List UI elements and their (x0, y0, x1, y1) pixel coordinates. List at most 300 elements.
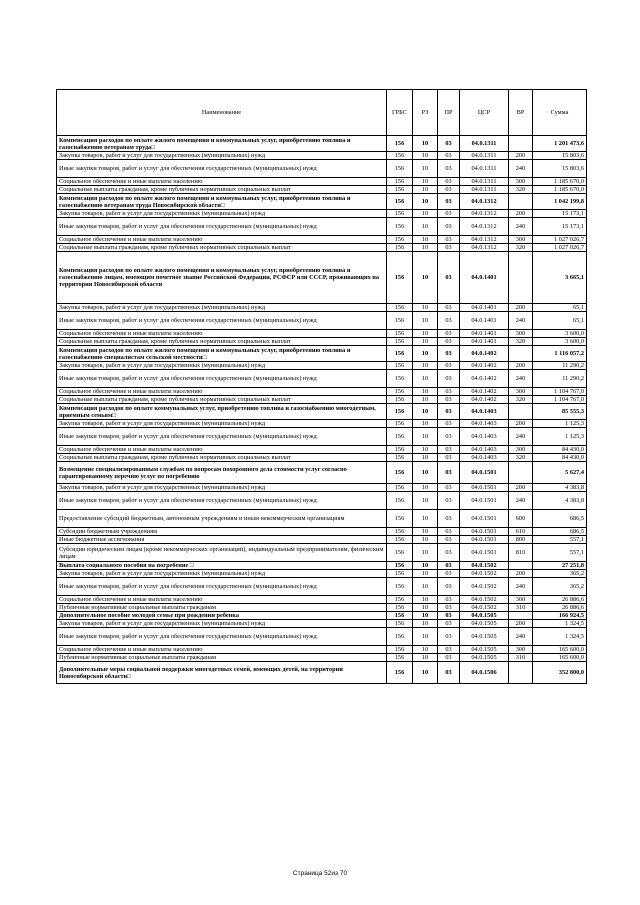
cell-grbs: 156 (387, 186, 413, 194)
cell-sum: 1 185 670,0 (533, 178, 587, 186)
cell-vr (509, 194, 533, 210)
cell-grbs: 156 (387, 528, 413, 536)
cell-sum: 65,1 (533, 304, 587, 312)
cell-pr: 03 (438, 312, 460, 330)
cell-vr: 200 (509, 620, 533, 628)
cell-sum: 15 803,6 (533, 160, 587, 178)
cell-grbs: 156 (387, 454, 413, 462)
cell-name: Компенсация расходов по оплате жилого помещения и коммунальных услуг, приобретению топлива и газоснабжению ветеранам труда Новосибирской области□ (57, 194, 387, 210)
cell-csr: 04.0.1312 (460, 236, 509, 244)
cell-csr: 04.0.1502 (460, 604, 509, 612)
cell-pr: 03 (438, 346, 460, 362)
cell-vr: 320 (509, 454, 533, 462)
table-row (57, 388, 587, 396)
cell-rz: 10 (413, 578, 438, 596)
cell-grbs: 156 (387, 244, 413, 252)
table-row (57, 304, 587, 312)
cell-grbs: 156 (387, 596, 413, 604)
cell-grbs: 156 (387, 362, 413, 370)
cell-name: Социальные выплаты гражданам, кроме публичных нормативных социальных выплат (57, 338, 387, 346)
cell-name: Иные закупки товаров, работ и услуг для обеспечения государственных (муниципальных) нужд (57, 578, 387, 596)
cell-pr: 03 (438, 510, 460, 528)
table-row (57, 346, 587, 362)
cell-csr: 04.0.1401 (460, 304, 509, 312)
cell-sum: 1 104 767,0 (533, 388, 587, 396)
cell-csr: 04.0.1312 (460, 218, 509, 236)
cell-pr: 03 (438, 178, 460, 186)
table-row (57, 578, 587, 596)
cell-pr: 03 (438, 396, 460, 404)
cell-sum: 365,2 (533, 578, 587, 596)
cell-pr: 03 (438, 160, 460, 178)
cell-rz: 10 (413, 370, 438, 388)
table-row (57, 570, 587, 578)
table-row (57, 646, 587, 654)
cell-pr: 03 (438, 420, 460, 428)
table-row (57, 536, 587, 544)
cell-rz: 10 (413, 396, 438, 404)
cell-rz: 10 (413, 186, 438, 194)
table-row (57, 362, 587, 370)
cell-grbs: 156 (387, 388, 413, 396)
cell-rz: 10 (413, 338, 438, 346)
cell-vr: 300 (509, 388, 533, 396)
cell-sum: 5 627,4 (533, 462, 587, 484)
cell-name: Иные закупки товаров, работ и услуг для обеспечения государственных (муниципальных) нужд (57, 218, 387, 236)
cell-csr: 04.0.1505 (460, 646, 509, 654)
cell-name: Закупка товаров, работ и услуг для государственных (муниципальных) нужд (57, 304, 387, 312)
cell-name: Закупка товаров, работ и услуг для государственных (муниципальных) нужд (57, 362, 387, 370)
cell-rz: 10 (413, 510, 438, 528)
cell-csr: 04.0.1311 (460, 136, 509, 152)
cell-csr: 04.0.1403 (460, 404, 509, 420)
cell-rz: 10 (413, 252, 438, 304)
cell-pr: 03 (438, 570, 460, 578)
cell-csr: 04.0.1312 (460, 194, 509, 210)
cell-csr: 04.0.1312 (460, 244, 509, 252)
cell-rz: 10 (413, 646, 438, 654)
cell-sum: 165 600,0 (533, 654, 587, 662)
cell-vr: 610 (509, 528, 533, 536)
cell-sum: 4 383,8 (533, 484, 587, 492)
cell-pr: 03 (438, 536, 460, 544)
cell-rz: 10 (413, 304, 438, 312)
table-row (57, 136, 587, 152)
cell-vr (509, 562, 533, 570)
cell-csr: 04.0.1502 (460, 578, 509, 596)
cell-grbs: 156 (387, 346, 413, 362)
cell-grbs: 156 (387, 462, 413, 484)
cell-grbs: 156 (387, 628, 413, 646)
cell-csr: 04.0.1311 (460, 178, 509, 186)
cell-vr: 200 (509, 484, 533, 492)
cell-sum: 4 383,8 (533, 492, 587, 510)
cell-name: Выплата социального пособия на погребение □ (57, 562, 387, 570)
cell-name: Компенсация расходов по оплате жилого помещения и коммунальных услуг, приобретению топлива и газоснабжению лицам, имеющим почетное звание Российской Федерации, РСФСР или СССР, проживающих на территории Новосибирской области (57, 252, 387, 304)
header-vr: ВР (509, 90, 533, 136)
cell-vr (509, 346, 533, 362)
header-grbs: ГРБС (387, 90, 413, 136)
cell-pr: 03 (438, 194, 460, 210)
cell-csr: 04.0.1501 (460, 484, 509, 492)
cell-grbs: 156 (387, 404, 413, 420)
cell-name: Субсидии юридическим лицам (кроме некоммерческих организаций), индивидуальным предпринимателям, физическим лицам (57, 544, 387, 562)
table-row (57, 446, 587, 454)
cell-pr: 03 (438, 236, 460, 244)
cell-grbs: 156 (387, 136, 413, 152)
cell-name: Социальные выплаты гражданам, кроме публичных нормативных социальных выплат (57, 396, 387, 404)
cell-name: Публичные нормативные социальные выплаты гражданам (57, 604, 387, 612)
header-name: Наименование (57, 90, 387, 136)
cell-rz: 10 (413, 244, 438, 252)
cell-vr: 320 (509, 186, 533, 194)
cell-name: Социальные выплаты гражданам, кроме публичных нормативных социальных выплат (57, 244, 387, 252)
cell-csr: 04.0.1505 (460, 628, 509, 646)
cell-pr: 03 (438, 210, 460, 218)
cell-grbs: 156 (387, 194, 413, 210)
cell-csr: 04.0.1312 (460, 210, 509, 218)
cell-grbs: 156 (387, 654, 413, 662)
table-row (57, 628, 587, 646)
cell-rz: 10 (413, 462, 438, 484)
cell-csr: 04.0.1403 (460, 420, 509, 428)
cell-sum: 1 027 026,7 (533, 244, 587, 252)
table-row (57, 210, 587, 218)
cell-name: Социальное обеспечение и иные выплаты населению (57, 388, 387, 396)
cell-name: Социальное обеспечение и иные выплаты населению (57, 596, 387, 604)
table-row (57, 596, 587, 604)
cell-grbs: 156 (387, 330, 413, 338)
cell-rz: 10 (413, 210, 438, 218)
cell-csr: 04.0.1311 (460, 152, 509, 160)
cell-sum: 3 600,0 (533, 338, 587, 346)
cell-grbs: 156 (387, 338, 413, 346)
cell-sum: 352 800,0 (533, 662, 587, 684)
table-row (57, 528, 587, 536)
cell-sum: 26 886,6 (533, 604, 587, 612)
cell-rz: 10 (413, 312, 438, 330)
cell-vr: 240 (509, 428, 533, 446)
cell-vr: 200 (509, 420, 533, 428)
cell-rz: 10 (413, 420, 438, 428)
cell-vr (509, 462, 533, 484)
cell-grbs: 156 (387, 152, 413, 160)
cell-vr (509, 136, 533, 152)
cell-name: Иные бюджетные ассигнования (57, 536, 387, 544)
cell-name: Дополнительные меры социальной поддержки многодетных семей, имеющих детей, на территории Новосибирской области□ (57, 662, 387, 684)
cell-sum: 27 251,8 (533, 562, 587, 570)
cell-sum: 85 555,3 (533, 404, 587, 420)
cell-pr: 03 (438, 484, 460, 492)
cell-csr: 04.0.1501 (460, 510, 509, 528)
cell-rz: 10 (413, 492, 438, 510)
cell-rz: 10 (413, 562, 438, 570)
cell-grbs: 156 (387, 160, 413, 178)
cell-grbs: 156 (387, 178, 413, 186)
cell-grbs: 156 (387, 492, 413, 510)
cell-sum: 557,1 (533, 544, 587, 562)
cell-rz: 10 (413, 178, 438, 186)
cell-sum: 1 116 057,2 (533, 346, 587, 362)
cell-sum: 166 924,5 (533, 612, 587, 620)
cell-sum: 3 600,0 (533, 330, 587, 338)
cell-rz: 10 (413, 612, 438, 620)
cell-rz: 10 (413, 620, 438, 628)
cell-rz: 10 (413, 654, 438, 662)
table-body (57, 136, 587, 684)
cell-name: Компенсация расходов по оплате жилого помещения и коммунальных услуг, приобретению топлива и газоснабжению ветеранам труда□ (57, 136, 387, 152)
cell-sum: 1 324,5 (533, 628, 587, 646)
header-csr: ЦСР (460, 90, 509, 136)
cell-csr: 04.0.1502 (460, 596, 509, 604)
cell-name: Иные закупки товаров, работ и услуг для обеспечения государственных (муниципальных) нужд (57, 492, 387, 510)
cell-sum: 15 173,1 (533, 218, 587, 236)
cell-rz: 10 (413, 536, 438, 544)
cell-grbs: 156 (387, 236, 413, 244)
cell-sum: 3 665,1 (533, 252, 587, 304)
cell-vr: 240 (509, 492, 533, 510)
cell-vr: 200 (509, 362, 533, 370)
table-row (57, 330, 587, 338)
cell-rz: 10 (413, 454, 438, 462)
cell-pr: 03 (438, 612, 460, 620)
cell-rz: 10 (413, 160, 438, 178)
cell-grbs: 156 (387, 210, 413, 218)
cell-vr: 300 (509, 330, 533, 338)
cell-pr: 03 (438, 628, 460, 646)
cell-name: Социальное обеспечение и иные выплаты населению (57, 646, 387, 654)
cell-grbs: 156 (387, 646, 413, 654)
cell-pr: 03 (438, 252, 460, 304)
header-pr: ПР (438, 90, 460, 136)
cell-vr: 240 (509, 578, 533, 596)
cell-csr: 04.0.1403 (460, 454, 509, 462)
cell-rz: 10 (413, 596, 438, 604)
cell-name: Дополнительное пособие молодой семье при рождении ребенка (57, 612, 387, 620)
cell-sum: 15 173,1 (533, 210, 587, 218)
table-row (57, 620, 587, 628)
cell-name: Закупка товаров, работ и услуг для государственных (муниципальных) нужд (57, 620, 387, 628)
cell-vr: 800 (509, 536, 533, 544)
cell-pr: 03 (438, 362, 460, 370)
cell-sum: 26 886,6 (533, 596, 587, 604)
cell-csr: 04.0.1401 (460, 312, 509, 330)
cell-sum: 11 290,2 (533, 362, 587, 370)
cell-sum: 1 201 473,6 (533, 136, 587, 152)
cell-sum: 1 324,5 (533, 620, 587, 628)
table-row (57, 244, 587, 252)
cell-rz: 10 (413, 544, 438, 562)
cell-pr: 03 (438, 620, 460, 628)
cell-csr: 04.0.1402 (460, 370, 509, 388)
cell-vr: 320 (509, 338, 533, 346)
table-row (57, 462, 587, 484)
cell-csr: 04.0.1501 (460, 492, 509, 510)
cell-csr: 04.0.1401 (460, 338, 509, 346)
cell-vr: 600 (509, 510, 533, 528)
cell-grbs: 156 (387, 604, 413, 612)
cell-grbs: 156 (387, 510, 413, 528)
page-number: Страница 52из 70 (292, 870, 348, 877)
cell-sum: 65,1 (533, 312, 587, 330)
table-row (57, 194, 587, 210)
cell-vr: 300 (509, 646, 533, 654)
cell-csr: 04.0.1402 (460, 396, 509, 404)
cell-grbs: 156 (387, 252, 413, 304)
cell-grbs: 156 (387, 304, 413, 312)
cell-pr: 03 (438, 388, 460, 396)
cell-grbs: 156 (387, 312, 413, 330)
cell-vr: 320 (509, 396, 533, 404)
cell-sum: 1 125,3 (533, 420, 587, 428)
cell-pr: 03 (438, 446, 460, 454)
cell-vr: 200 (509, 152, 533, 160)
cell-pr: 03 (438, 528, 460, 536)
cell-vr: 300 (509, 446, 533, 454)
table-row (57, 218, 587, 236)
cell-csr: 04.0.1401 (460, 252, 509, 304)
cell-rz: 10 (413, 604, 438, 612)
cell-grbs: 156 (387, 612, 413, 620)
cell-pr: 03 (438, 662, 460, 684)
cell-grbs: 156 (387, 370, 413, 388)
cell-vr (509, 662, 533, 684)
cell-grbs: 156 (387, 536, 413, 544)
cell-rz: 10 (413, 194, 438, 210)
cell-name: Закупка товаров, работ и услуг для государственных (муниципальных) нужд (57, 484, 387, 492)
cell-pr: 03 (438, 428, 460, 446)
cell-sum: 1 027 026,7 (533, 236, 587, 244)
cell-vr: 300 (509, 596, 533, 604)
cell-csr: 04.0.1402 (460, 346, 509, 362)
cell-rz: 10 (413, 346, 438, 362)
table-row (57, 178, 587, 186)
cell-csr: 04.0.1402 (460, 388, 509, 396)
cell-pr: 03 (438, 654, 460, 662)
table-row (57, 604, 587, 612)
table-row (57, 338, 587, 346)
cell-name: Иные закупки товаров, работ и услуг для обеспечения государственных (муниципальных) нужд (57, 428, 387, 446)
table-row (57, 312, 587, 330)
cell-name: Социальное обеспечение и иные выплаты населению (57, 236, 387, 244)
cell-grbs: 156 (387, 484, 413, 492)
cell-grbs: 156 (387, 662, 413, 684)
cell-name: Иные закупки товаров, работ и услуг для обеспечения государственных (муниципальных) нужд (57, 370, 387, 388)
cell-rz: 10 (413, 628, 438, 646)
cell-csr: 04.0.1403 (460, 428, 509, 446)
cell-vr: 300 (509, 178, 533, 186)
table-row (57, 654, 587, 662)
table-row (57, 562, 587, 570)
cell-name: Субсидии бюджетным учреждениям (57, 528, 387, 536)
cell-vr: 240 (509, 312, 533, 330)
cell-name: Публичные нормативные социальные выплаты гражданам (57, 654, 387, 662)
cell-pr: 03 (438, 578, 460, 596)
cell-sum: 165 600,0 (533, 646, 587, 654)
cell-rz: 10 (413, 662, 438, 684)
table-row (57, 454, 587, 462)
table-row (57, 484, 587, 492)
cell-rz: 10 (413, 528, 438, 536)
cell-pr: 03 (438, 646, 460, 654)
cell-pr: 03 (438, 330, 460, 338)
cell-name: Возмещение специализированным службам по вопросам похоронного дела стоимости услуг согласно гарантированному перечню услуг по погребению (57, 462, 387, 484)
cell-pr: 03 (438, 186, 460, 194)
cell-rz: 10 (413, 152, 438, 160)
header-rz: РЗ (413, 90, 438, 136)
cell-pr: 03 (438, 596, 460, 604)
cell-csr: 04.0.1401 (460, 330, 509, 338)
cell-grbs: 156 (387, 620, 413, 628)
cell-sum: 11 290,2 (533, 370, 587, 388)
cell-csr: 04.0.1505 (460, 620, 509, 628)
table-row (57, 152, 587, 160)
cell-grbs: 156 (387, 446, 413, 454)
table-row (57, 404, 587, 420)
cell-vr: 810 (509, 544, 533, 562)
table-row (57, 186, 587, 194)
table-row (57, 544, 587, 562)
cell-csr: 04.0.1501 (460, 462, 509, 484)
cell-sum: 1 042 199,8 (533, 194, 587, 210)
cell-name: Закупка товаров, работ и услуг для государственных (муниципальных) нужд (57, 210, 387, 218)
cell-sum: 557,1 (533, 536, 587, 544)
cell-pr: 03 (438, 604, 460, 612)
cell-name: Социальное обеспечение и иные выплаты населению (57, 178, 387, 186)
cell-pr: 03 (438, 454, 460, 462)
cell-rz: 10 (413, 236, 438, 244)
cell-name: Компенсация расходов по оплате коммунальных услуг, приобретению топлива и газоснабжению многодетным, приемным семьям□ (57, 404, 387, 420)
cell-grbs: 156 (387, 578, 413, 596)
cell-grbs: 156 (387, 562, 413, 570)
cell-rz: 10 (413, 404, 438, 420)
cell-rz: 10 (413, 484, 438, 492)
cell-vr: 240 (509, 370, 533, 388)
cell-vr (509, 404, 533, 420)
cell-pr: 03 (438, 544, 460, 562)
cell-csr: 04.0.1502 (460, 562, 509, 570)
cell-rz: 10 (413, 388, 438, 396)
cell-grbs: 156 (387, 218, 413, 236)
table-row (57, 420, 587, 428)
table-row (57, 370, 587, 388)
cell-vr: 300 (509, 236, 533, 244)
cell-csr: 04.0.1403 (460, 446, 509, 454)
cell-pr: 03 (438, 370, 460, 388)
cell-sum: 84 430,0 (533, 446, 587, 454)
table-row (57, 510, 587, 528)
cell-sum: 365,2 (533, 570, 587, 578)
cell-name: Компенсация расходов по оплате жилого помещения и коммунальных услуг, приобретению топлива и газоснабжению специалистам сельской местности□ (57, 346, 387, 362)
cell-name: Иные закупки товаров, работ и услуг для обеспечения государственных (муниципальных) нужд (57, 628, 387, 646)
cell-name: Закупка товаров, работ и услуг для государственных (муниципальных) нужд (57, 152, 387, 160)
table-row (57, 396, 587, 404)
cell-vr: 310 (509, 654, 533, 662)
cell-grbs: 156 (387, 428, 413, 446)
table-row (57, 662, 587, 684)
cell-sum: 84 430,0 (533, 454, 587, 462)
cell-csr: 04.0.1506 (460, 662, 509, 684)
budget-table (56, 89, 587, 684)
cell-name: Иные закупки товаров, работ и услуг для обеспечения государственных (муниципальных) нужд (57, 160, 387, 178)
cell-csr: 04.0.1501 (460, 528, 509, 536)
cell-sum: 686,5 (533, 510, 587, 528)
cell-name: Социальные выплаты гражданам, кроме публичных нормативных социальных выплат (57, 454, 387, 462)
table-row (57, 236, 587, 244)
cell-csr: 04.0.1505 (460, 654, 509, 662)
cell-vr: 240 (509, 160, 533, 178)
cell-sum: 15 803,6 (533, 152, 587, 160)
